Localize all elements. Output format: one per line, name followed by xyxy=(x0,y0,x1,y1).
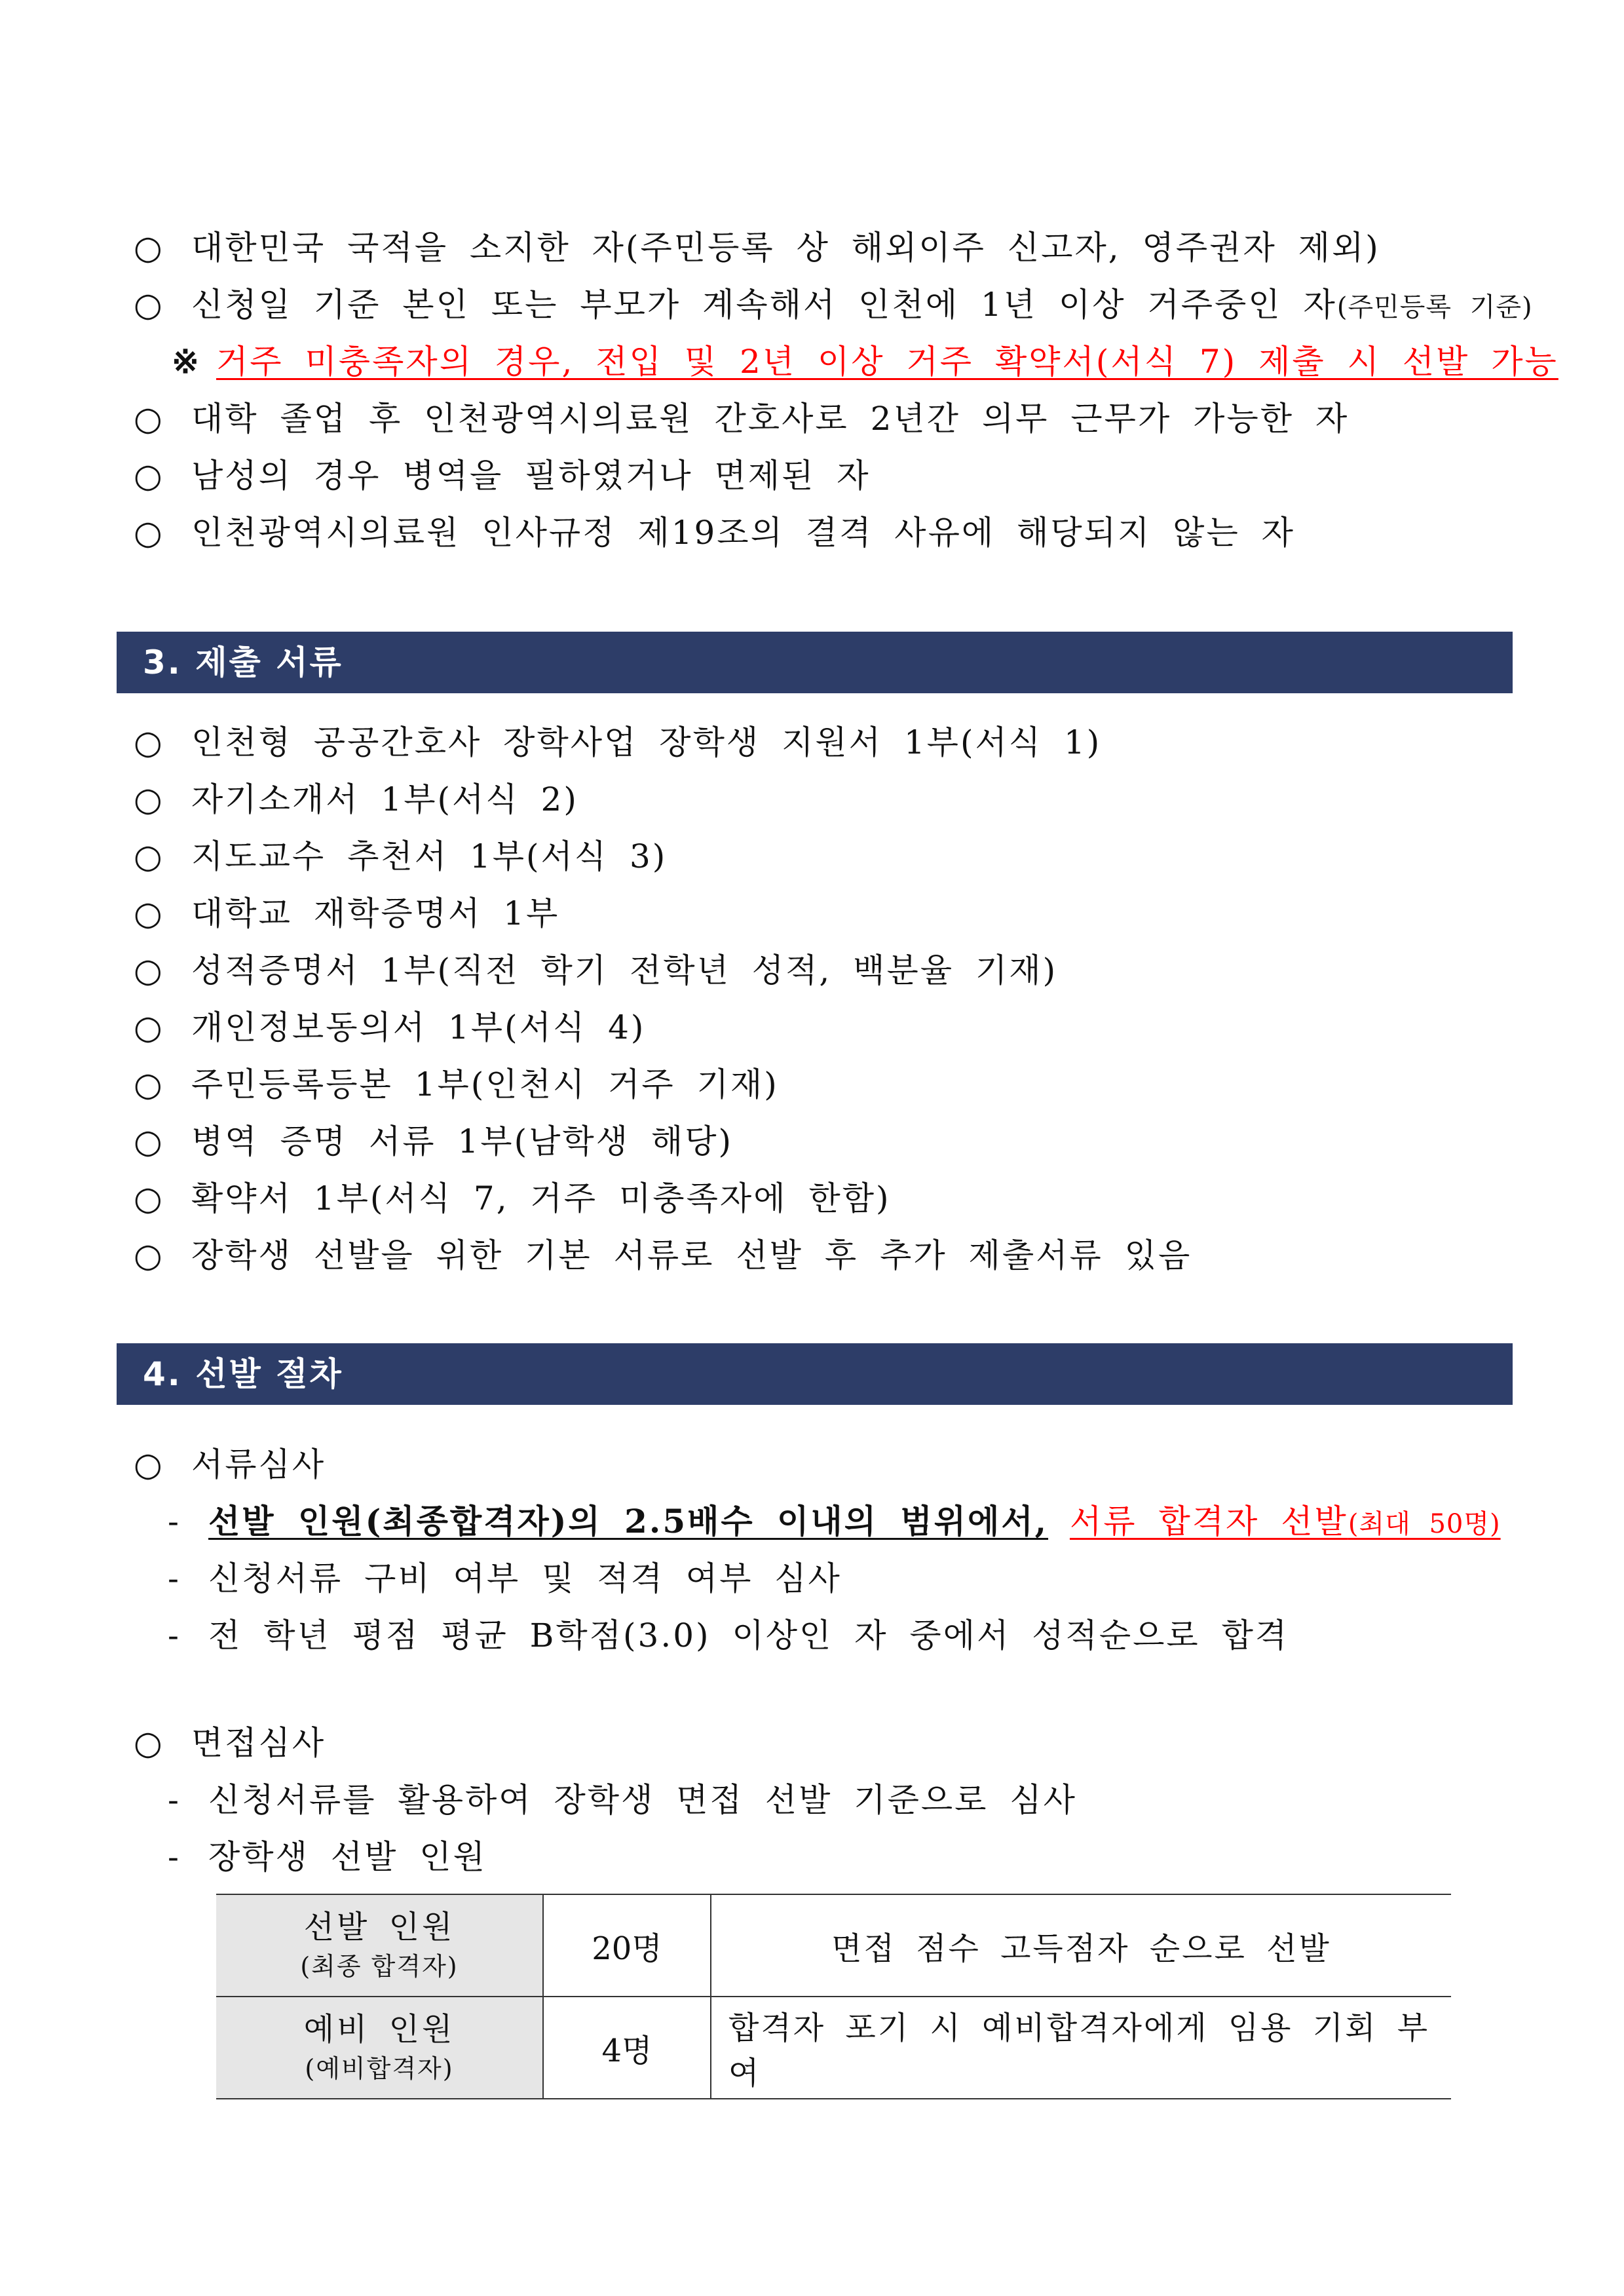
table-count-cell: 20명 xyxy=(543,1894,711,1997)
dash-bullet: - xyxy=(168,1559,181,1598)
circle-bullet: ○ xyxy=(134,951,164,989)
circle-bullet: ○ xyxy=(134,1179,164,1217)
table-label-cell: 예비 인원 (예비합격자) xyxy=(216,1997,543,2099)
circle-bullet: ○ xyxy=(134,1236,164,1274)
table-desc-cell: 합격자 포기 시 예비합격자에게 임용 기회 부여 xyxy=(711,1997,1451,2099)
eligibility-note xyxy=(172,335,1558,388)
document-item: ○ 주민등록등본 1부(인천시 거주 기재) xyxy=(134,1058,779,1111)
circle-bullet: ○ xyxy=(134,457,164,495)
eligibility-item: ○ 신청일 기준 본인 또는 부모가 계속해서 인천에 1년 이상 거주중인 자(주민등록 기준) xyxy=(134,278,1533,331)
section-header-documents: 3. 제출 서류 xyxy=(117,632,1513,693)
doc-review-line: - 전 학년 평점 평균 B학점(3.0) 이상인 자 중에서 성적순으로 합격 xyxy=(168,1609,1289,1662)
eligibility-item: ○ 인천광역시의료원 인사규정 제19조의 결격 사유에 해당되지 않는 자 xyxy=(134,507,1295,559)
dash-bullet: - xyxy=(168,1781,181,1819)
circle-bullet: ○ xyxy=(134,1008,164,1046)
table-row xyxy=(216,1997,1451,2099)
section-header-selection: 4. 선발 절차 xyxy=(117,1343,1513,1405)
reference-mark: ※ xyxy=(172,342,201,381)
selection-count-table xyxy=(216,1894,1451,2099)
document-item: ○ 인천형 공공간호사 장학사업 장학생 지원서 1부(서식 1) xyxy=(134,716,1101,769)
dash-bullet: - xyxy=(168,1838,181,1876)
table-desc-cell: 면접 점수 고득점자 순으로 선발 xyxy=(711,1894,1451,1997)
document-item: ○ 자기소개서 1부(서식 2) xyxy=(134,773,578,826)
circle-bullet: ○ xyxy=(134,514,164,552)
circle-bullet: ○ xyxy=(134,837,164,875)
document-item: ○ 확약서 1부(서식 7, 거주 미충족자에 한함) xyxy=(134,1172,891,1225)
document-item: ○ 개인정보동의서 1부(서식 4) xyxy=(134,1001,645,1054)
interview-line: - 신청서류를 활용하여 장학생 면접 선발 기준으로 심사 xyxy=(168,1774,1077,1826)
circle-bullet: ○ xyxy=(134,1445,164,1483)
circle-bullet: ○ xyxy=(134,1065,164,1103)
circle-bullet: ○ xyxy=(134,780,164,818)
dash-bullet: - xyxy=(168,1617,181,1655)
note-text: 거주 미충족자의 경우, 전입 및 2년 이상 거주 확약서(서식 7) 제출 시 선발 가능 xyxy=(216,343,1558,381)
document-item: ○ 대학교 재학증명서 1부 xyxy=(134,887,559,940)
interview-line: - 장학생 선발 인원 xyxy=(168,1831,487,1883)
circle-bullet: ○ xyxy=(134,894,164,932)
dash-bullet: - xyxy=(168,1502,181,1540)
doc-review-line: - 선발 인원(최종합격자)의 2.5배수 이내의 범위에서, 서류 합격자 선발(최대 50명) xyxy=(168,1495,1501,1548)
doc-review-heading: ○ 서류심사 xyxy=(134,1438,326,1491)
document-item: ○ 성적증명서 1부(직전 학기 전학년 성적, 백분율 기재) xyxy=(134,944,1057,997)
interview-heading: ○ 면접심사 xyxy=(134,1717,326,1769)
document-item: ○ 병역 증명 서류 1부(남학생 해당) xyxy=(134,1115,733,1168)
document-item: ○ 지도교수 추천서 1부(서식 3) xyxy=(134,830,667,883)
circle-bullet: ○ xyxy=(134,1724,164,1762)
table-row xyxy=(216,1894,1451,1997)
table-label-cell: 선발 인원 (최종 합격자) xyxy=(216,1894,543,1997)
circle-bullet: ○ xyxy=(134,1122,164,1160)
document-item: ○ 장학생 선발을 위한 기본 서류로 선발 후 추가 제출서류 있음 xyxy=(134,1229,1192,1282)
eligibility-item: ○ 대학 졸업 후 인천광역시의료원 간호사로 2년간 의무 근무가 가능한 자 xyxy=(134,392,1349,445)
eligibility-item: ○ 남성의 경우 병역을 필하였거나 면제된 자 xyxy=(134,450,871,502)
circle-bullet: ○ xyxy=(134,400,164,438)
circle-bullet: ○ xyxy=(134,723,164,761)
circle-bullet: ○ xyxy=(134,229,164,267)
table-count-cell: 4명 xyxy=(543,1997,711,2099)
doc-review-line: - 신청서류 구비 여부 및 적격 여부 심사 xyxy=(168,1552,842,1605)
circle-bullet: ○ xyxy=(134,286,164,324)
eligibility-item: ○ 대한민국 국적을 소지한 자(주민등록 상 해외이주 신고자, 영주권자 제외) xyxy=(134,221,1380,274)
